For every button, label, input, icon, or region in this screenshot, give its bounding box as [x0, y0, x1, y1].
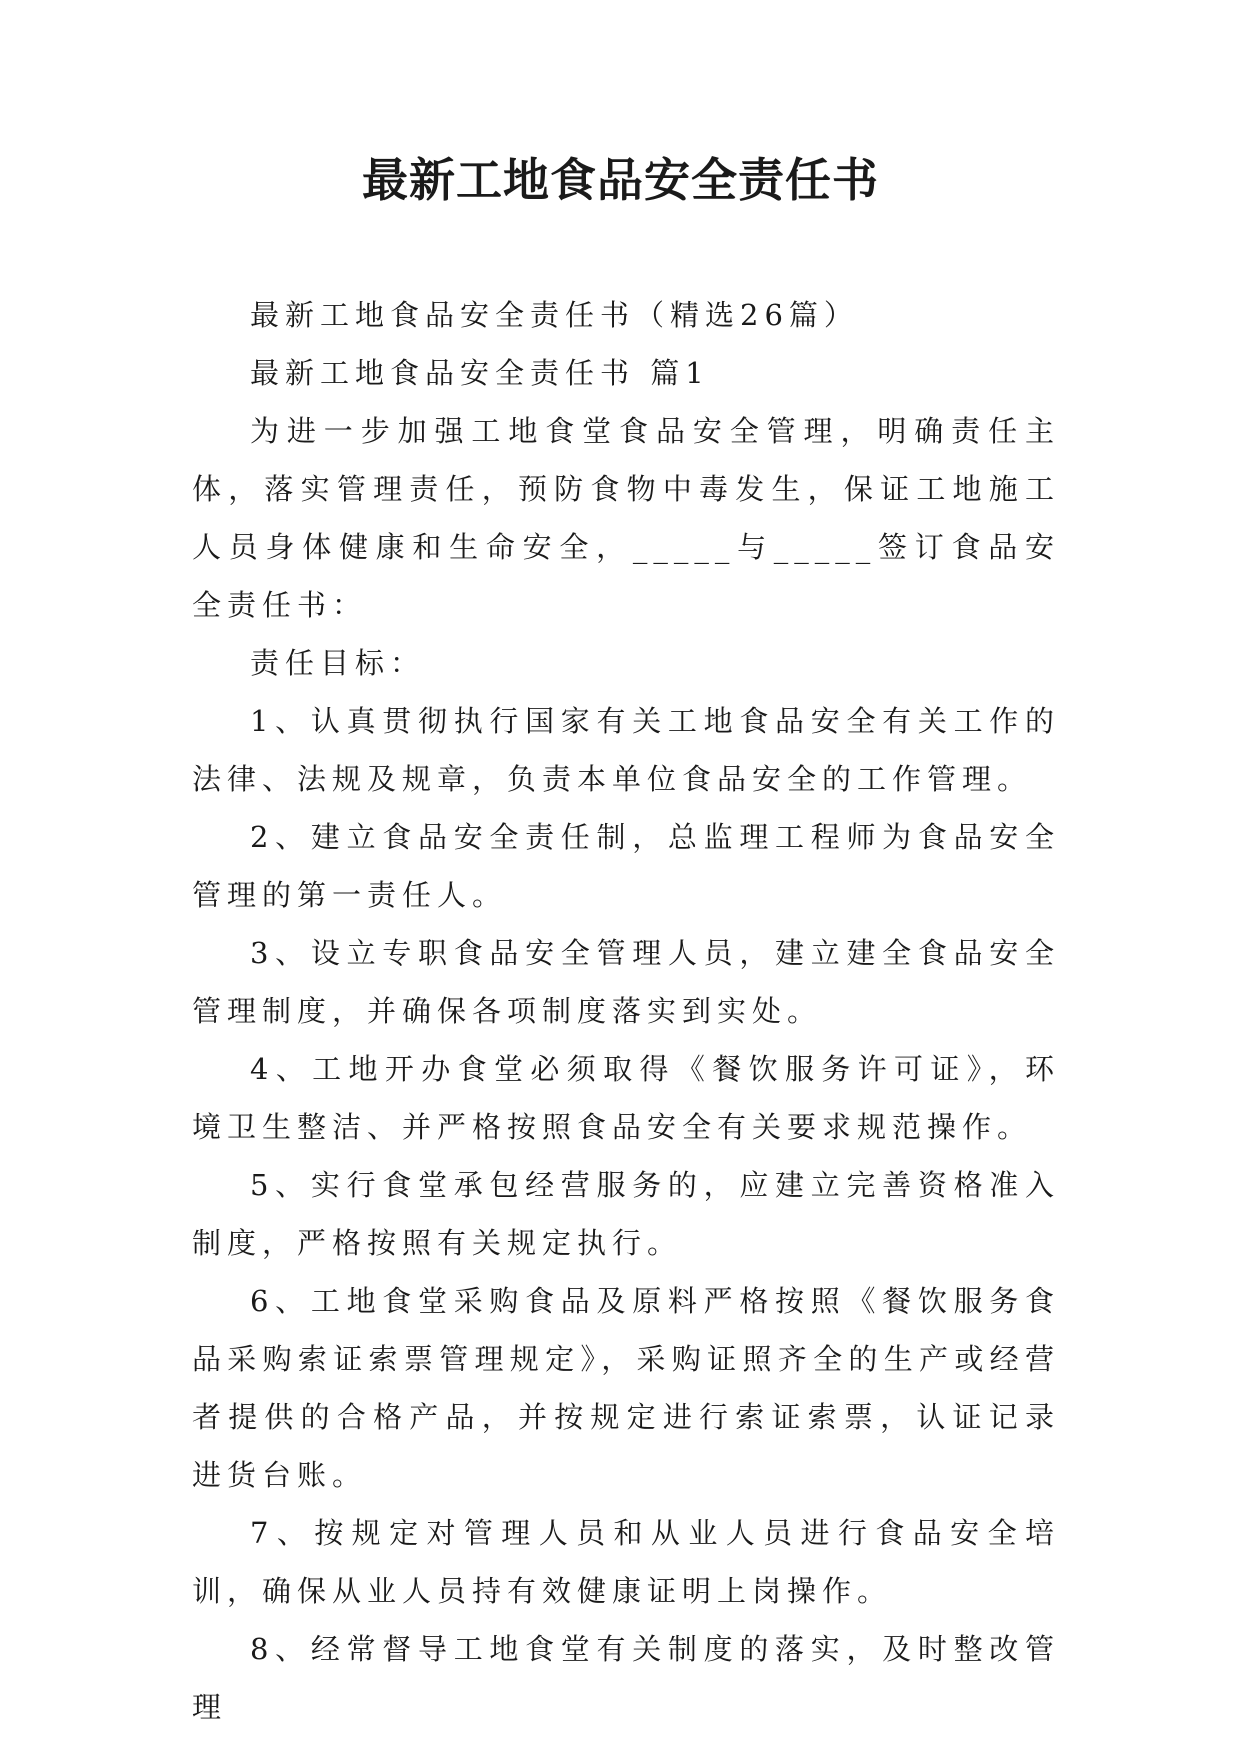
paragraph-item-1: 1、认真贯彻执行国家有关工地食品安全有关工作的法律、法规及规章，负责本单位食品安全的工作管理。: [192, 704, 1060, 796]
paragraph-item-5: 5、实行食堂承包经营服务的，应建立完善资格准入制度，严格按照有关规定执行。: [192, 1168, 1060, 1260]
paragraph-item-3: 3、设立专职食品安全管理人员，建立建全食品安全管理制度，并确保各项制度落实到实处。: [192, 936, 1060, 1028]
document-subtitle: 最新工地食品安全责任书（精选26篇）: [250, 298, 859, 332]
section-heading: 最新工地食品安全责任书 篇1: [250, 356, 710, 390]
paragraph-intro: 为进一步加强工地食堂食品安全管理，明确责任主体，落实管理责任，预防食物中毒发生，保证工地施工人员身体健康和生命安全，_____与_____签订食品安全责任书：: [192, 414, 1060, 622]
paragraph-item-4: 4、工地开办食堂必须取得《餐饮服务许可证》，环境卫生整洁、并严格按照食品安全有关要求规范操作。: [192, 1052, 1060, 1144]
document-title: 最新工地食品安全责任书: [362, 153, 879, 207]
paragraph-item-6: 6、工地食堂采购食品及原料严格按照《餐饮服务食品采购索证索票管理规定》，采购证照齐全的生产或经营者提供的合格产品，并按规定进行索证索票，认证记录进货台账。: [192, 1284, 1060, 1492]
document-body: [192, 286, 1060, 1736]
paragraph-goals-heading: 责任目标：: [250, 646, 426, 680]
paragraph-item-8: 8、经常督导工地食堂有关制度的落实，及时整改管理: [192, 1632, 1060, 1724]
paragraph-item-2: 2、建立食品安全责任制，总监理工程师为食品安全管理的第一责任人。: [192, 820, 1060, 912]
paragraph-item-7: 7、按规定对管理人员和从业人员进行食品安全培训，确保从业人员持有效健康证明上岗操作。: [192, 1516, 1060, 1608]
